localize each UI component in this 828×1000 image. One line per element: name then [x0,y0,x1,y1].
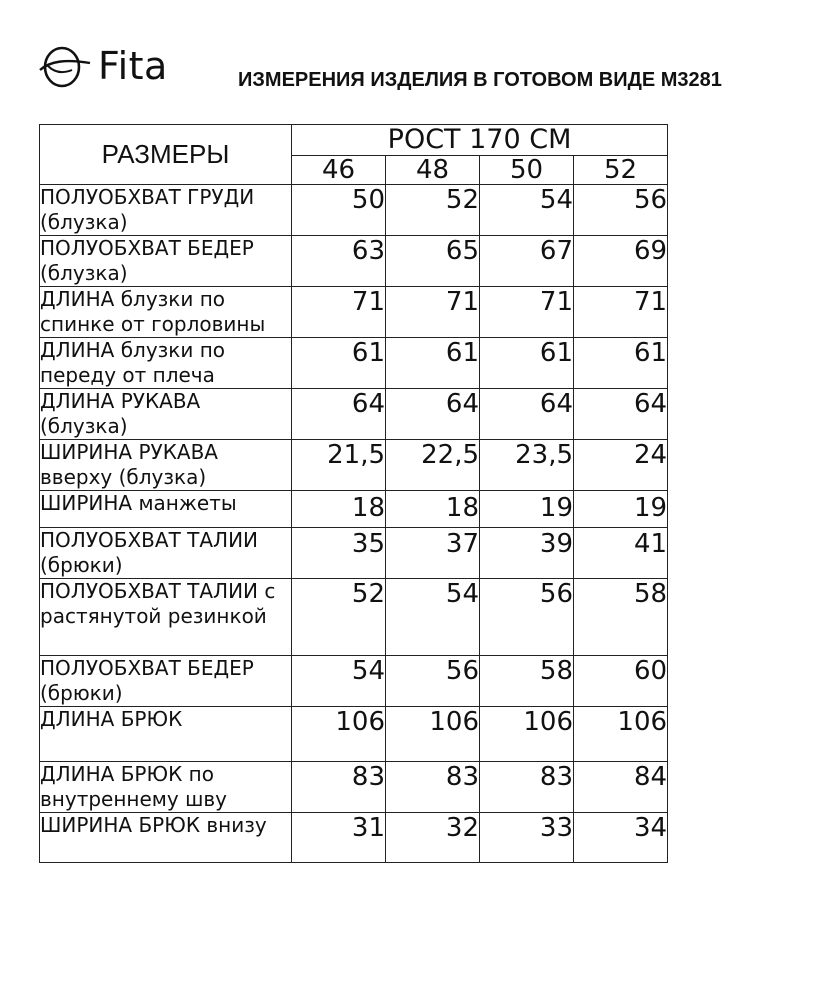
measurement-value: 83 [480,762,574,813]
document-title: ИЗМЕРЕНИЯ ИЗДЕЛИЯ В ГОТОВОМ ВИДЕ М3281 [238,69,722,91]
table-row [40,236,668,287]
measurement-value: 56 [386,656,480,707]
size-header-cell: 46 [292,156,386,185]
measurement-label: ДЛИНА РУКАВА (блузка) [40,389,292,440]
measurement-value: 39 [480,528,574,579]
table-row [40,287,668,338]
measurement-value: 83 [386,762,480,813]
measurement-label: ДЛИНА БРЮК по внутреннему шву [40,762,292,813]
measurement-value: 71 [386,287,480,338]
table-row [40,813,668,863]
measurement-value: 84 [574,762,668,813]
table-row [40,528,668,579]
measurement-value: 37 [386,528,480,579]
measurement-value: 33 [480,813,574,863]
table-row [40,656,668,707]
measurement-value: 19 [480,491,574,528]
measurement-label: ПОЛУОБХВАТ ТАЛИИ (брюки) [40,528,292,579]
measurement-value: 54 [292,656,386,707]
brand-logo [38,40,168,92]
measurement-value: 50 [292,185,386,236]
size-chart-table [39,124,668,863]
measurement-value: 23,5 [480,440,574,491]
table-row [40,491,668,528]
measurement-value: 58 [574,579,668,656]
measurement-value: 41 [574,528,668,579]
table-row [40,389,668,440]
measurement-value: 106 [292,707,386,762]
measurement-value: 31 [292,813,386,863]
measurement-label: ПОЛУОБХВАТ БЕДЕР (брюки) [40,656,292,707]
measurement-value: 61 [292,338,386,389]
measurement-value: 56 [480,579,574,656]
measurement-label: ДЛИНА блузки по переду от плеча [40,338,292,389]
measurement-value: 64 [574,389,668,440]
measurement-label: ПОЛУОБХВАТ ТАЛИИ с растянутой резинкой [40,579,292,656]
height-header: РОСТ 170 СМ [292,125,668,156]
measurement-value: 54 [480,185,574,236]
measurement-label: ПОЛУОБХВАТ ГРУДИ (блузка) [40,185,292,236]
measurement-label: ПОЛУОБХВАТ БЕДЕР (блузка) [40,236,292,287]
brand-name: Fita [98,44,168,88]
table-row [40,185,668,236]
measurement-label: ДЛИНА блузки по спинке от горловины [40,287,292,338]
size-header-cell: 50 [480,156,574,185]
table-row [40,440,668,491]
table-row [40,579,668,656]
measurement-value: 106 [386,707,480,762]
measurement-value: 63 [292,236,386,287]
size-header-cell: 52 [574,156,668,185]
measurement-label: ШИРИНА БРЮК внизу [40,813,292,863]
measurement-value: 106 [480,707,574,762]
table-row [40,707,668,762]
measurement-value: 21,5 [292,440,386,491]
measurement-value: 52 [292,579,386,656]
measurement-value: 64 [386,389,480,440]
measurement-value: 71 [574,287,668,338]
measurement-value: 64 [480,389,574,440]
sizes-header: РАЗМЕРЫ [40,125,292,185]
measurement-value: 69 [574,236,668,287]
measurement-value: 22,5 [386,440,480,491]
measurement-value: 61 [386,338,480,389]
measurement-value: 52 [386,185,480,236]
table-row [40,762,668,813]
measurement-value: 56 [574,185,668,236]
measurement-value: 71 [292,287,386,338]
measurement-value: 61 [480,338,574,389]
measurement-value: 18 [292,491,386,528]
measurement-value: 58 [480,656,574,707]
measurement-label: ШИРИНА манжеты [40,491,292,528]
measurement-value: 83 [292,762,386,813]
measurement-label: ШИРИНА РУКАВА вверху (блузка) [40,440,292,491]
measurement-value: 60 [574,656,668,707]
size-header-cell: 48 [386,156,480,185]
measurement-value: 65 [386,236,480,287]
measurement-value: 34 [574,813,668,863]
measurement-value: 35 [292,528,386,579]
measurement-value: 24 [574,440,668,491]
measurement-value: 19 [574,491,668,528]
measurement-value: 54 [386,579,480,656]
fita-theta-logo-icon [38,41,92,91]
measurement-label: ДЛИНА БРЮК [40,707,292,762]
measurement-value: 71 [480,287,574,338]
measurement-value: 106 [574,707,668,762]
measurement-value: 67 [480,236,574,287]
table-row [40,338,668,389]
measurement-value: 18 [386,491,480,528]
measurement-value: 32 [386,813,480,863]
measurement-value: 64 [292,389,386,440]
measurement-value: 61 [574,338,668,389]
